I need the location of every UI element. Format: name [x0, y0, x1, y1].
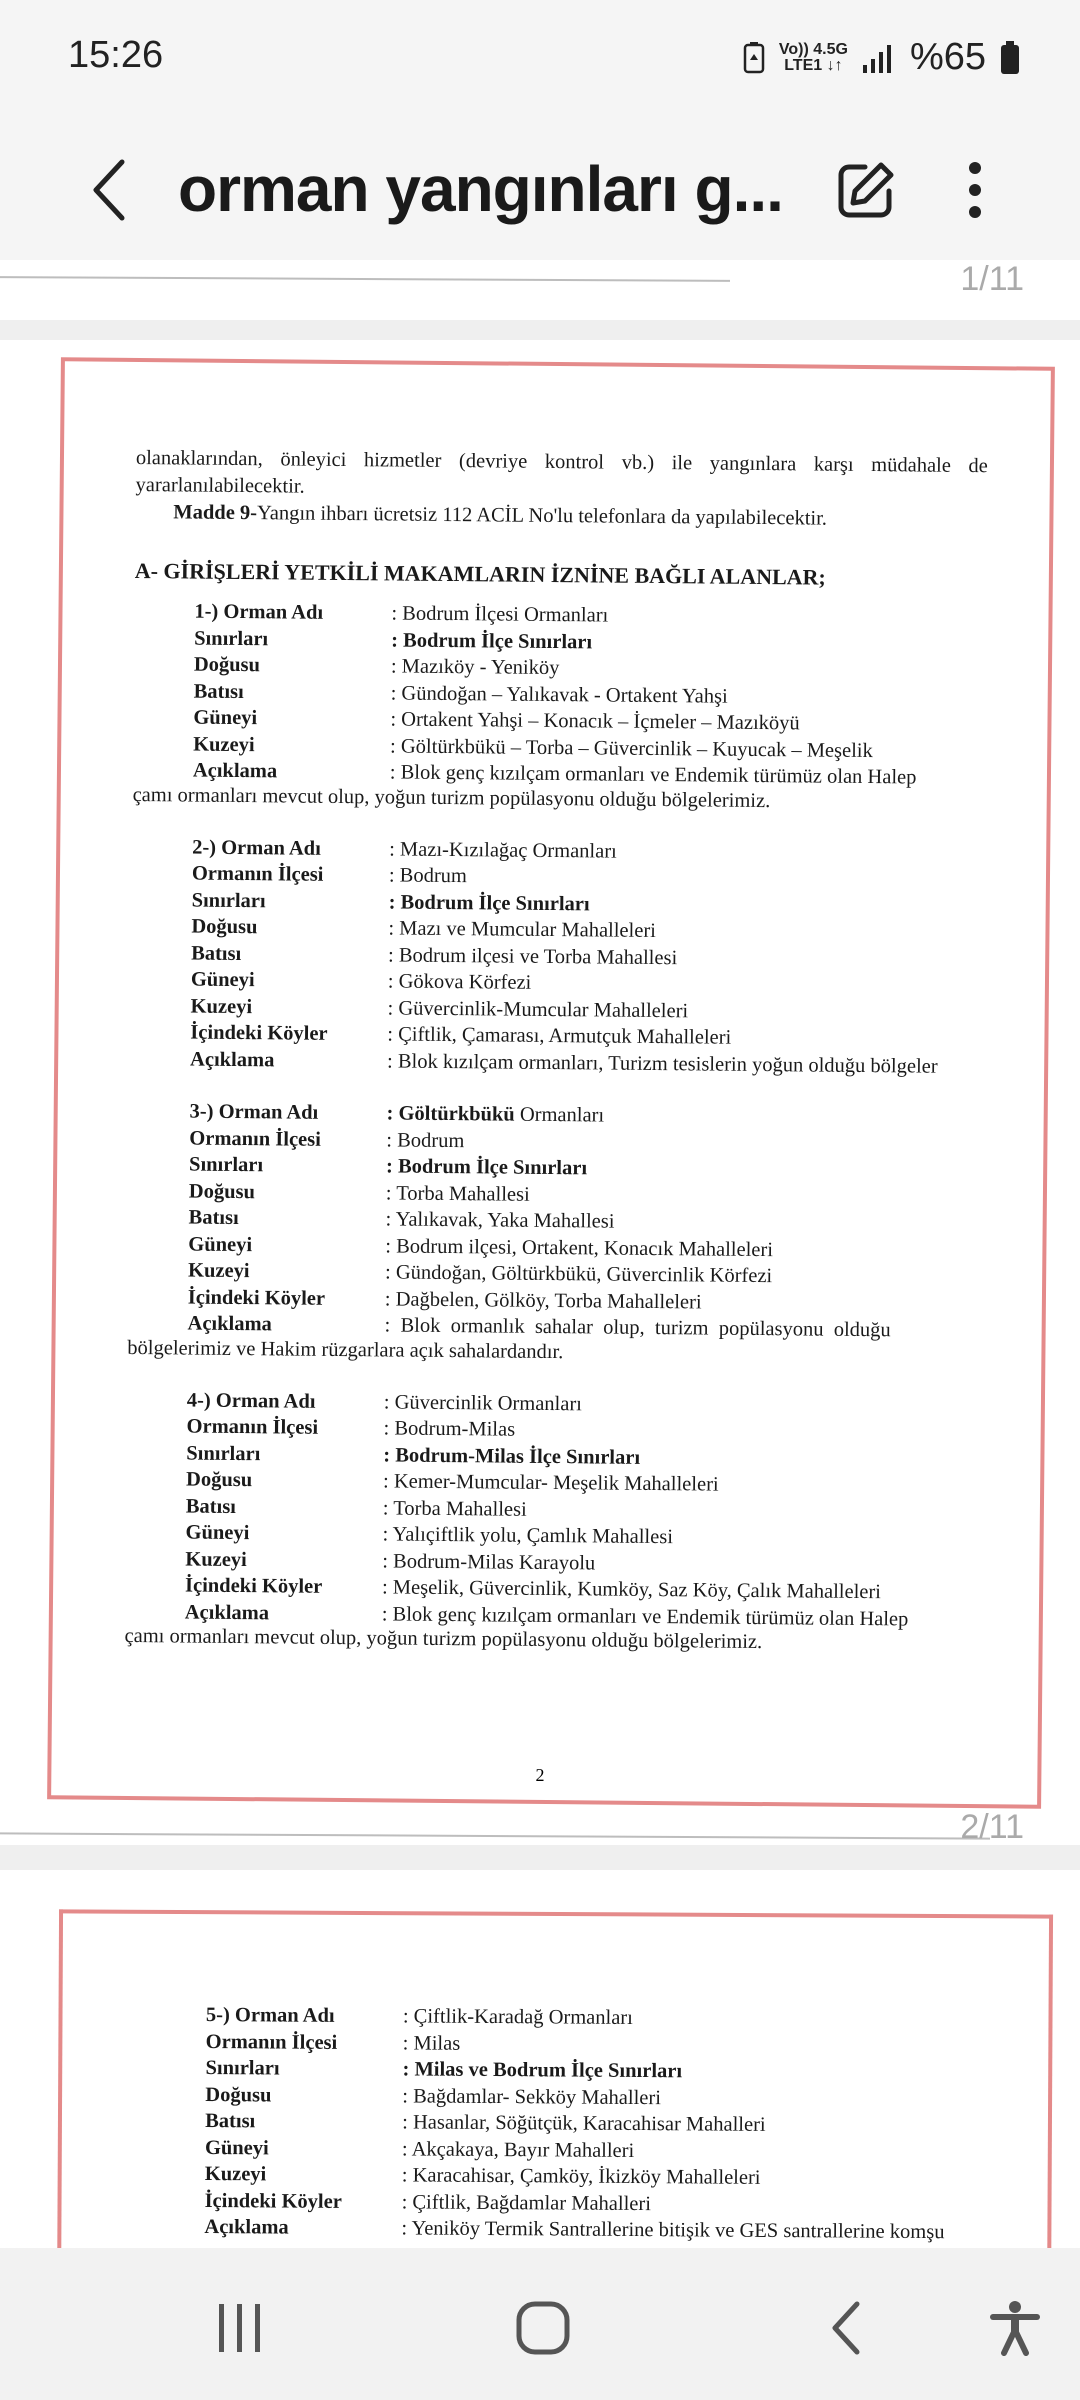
page-2-content	[124, 445, 988, 1683]
field-row: Batısı : Gündoğan – Yalıkavak - Ortakent Yahşi	[193, 680, 728, 708]
forest-block-3	[127, 1098, 981, 1369]
field-row: Doğusu : Bağdamlar- Sekköy Mahalleri	[205, 2083, 662, 2109]
field-row: Doğusu : Mazı ve Mumcular Mahalleleri	[191, 915, 657, 943]
field-row: Kuzeyi : Güvercinlik-Mumcular Mahalleleri	[190, 995, 689, 1022]
more-options-button[interactable]	[940, 150, 1010, 230]
network-indicator: Vo)) 4.5G LTE1 ↓↑	[778, 40, 848, 74]
field-row: 4-) Orman Adı : Güvercinlik Ormanları	[186, 1389, 583, 1415]
field-row: İçindeki Köyler : Çiftlik, Çamarası, Armutçuk Mahalleleri	[190, 1021, 732, 1049]
field-row: Sınırları : Bodrum İlçe Sınırları	[191, 889, 590, 915]
field-row: İçindeki Köyler : Çiftlik, Bağdamlar Mahalleri	[204, 2189, 652, 2215]
field-row: 5-) Orman Adı : Çiftlik-Karadağ Ormanları	[205, 2004, 633, 2029]
page-3-content	[204, 2002, 1006, 2272]
field-row: Açıklama : Blok genç kızılçam ormanları ve Endemik türümüz olan Halep	[184, 1601, 909, 1630]
field-row: Güneyi : Yalıçiftlik yolu, Çamlık Mahallesi	[185, 1521, 674, 1549]
description-continuation: çamı ormanları mevcut olup, yoğun turizm popülasyonu olduğu bölgelerimiz.	[124, 1624, 763, 1654]
battery-percentage: %65	[909, 36, 986, 78]
accessibility-button[interactable]	[975, 2288, 1055, 2368]
back-arrow-icon	[90, 158, 130, 222]
field-row: Sınırları : Bodrum İlçe Sınırları	[188, 1153, 588, 1180]
field-row: Kuzeyi : Gündoğan, Göltürkbükü, Güvercinlik Körfezi	[187, 1259, 773, 1288]
field-row: Kuzeyi : Göltürkbükü – Torba – Güvercinlik – Kuyucak – Meşelik	[193, 733, 873, 762]
field-row: Kuzeyi : Karacahisar, Çamköy, İkizköy Mahalleleri	[204, 2162, 761, 2189]
pdf-page-3	[0, 1870, 1080, 2248]
battery-saver-icon	[743, 42, 765, 74]
forest-block-2	[130, 833, 984, 1080]
app-bar	[0, 120, 1080, 260]
accessibility-icon	[990, 2300, 1040, 2356]
field-row: Güneyi : Ortakent Yahşi – Konacık – İçmeler – Mazıköyü	[193, 706, 800, 735]
page-2-edge-line	[0, 1832, 990, 1839]
navigation-bar	[0, 2248, 1080, 2400]
field-row: Ormanın İlçesi : Bodrum	[189, 1127, 465, 1152]
back-nav-icon	[829, 2300, 863, 2356]
battery-icon	[1000, 41, 1020, 75]
edit-icon	[835, 159, 897, 221]
page-1-bottom	[0, 260, 1080, 320]
field-row: Batısı : Torba Mahallesi	[185, 1495, 527, 1521]
recent-apps-button[interactable]	[200, 2288, 280, 2368]
field-row: Batısı : Bodrum ilçesi ve Torba Mahallesi	[191, 942, 678, 969]
madde-9: Madde 9-Yangın ihbarı ücretsiz 112 ACİL No'lu telefonlara da yapılabilecektir.	[173, 501, 828, 530]
field-row: Batısı : Hasanlar, Söğütçük, Karacahisar Mahalleri	[205, 2109, 766, 2136]
field-row: Güneyi : Akçakaya, Bayır Mahalleri	[204, 2136, 635, 2162]
status-time: 15:26	[68, 34, 164, 76]
field-row: İçindeki Köyler : Dağbelen, Gölköy, Torba Mahalleleri	[187, 1286, 702, 1313]
field-row: Sınırları : Bodrum-Milas İlçe Sınırları	[186, 1442, 641, 1469]
recent-apps-icon	[215, 2302, 265, 2354]
status-bar	[0, 0, 1080, 120]
back-nav-button[interactable]	[806, 2288, 886, 2368]
page-1-edge-line	[0, 276, 730, 282]
status-icons	[743, 36, 1020, 79]
field-row: Güneyi : Bodrum ilçesi, Ortakent, Konacık Mahalleleri	[188, 1233, 774, 1261]
page-indicator-2: 2/11	[960, 1808, 1024, 1846]
forest-block-1	[133, 598, 987, 816]
description-continuation: çamı ormanları mevcut olup, yoğun turizm popülasyonu olduğu bölgelerimiz.	[132, 783, 771, 812]
page-number: 2	[535, 1765, 545, 1785]
home-icon	[516, 2301, 570, 2355]
signal-icon	[862, 43, 896, 73]
field-row: Sınırları : Bodrum İlçe Sınırları	[194, 627, 593, 653]
field-row: 2-) Orman Adı : Mazı-Kızılağaç Ormanları	[192, 836, 617, 863]
intro-paragraph: olanaklarından, önleyici hizmetler (devriye kontrol vb.) ile yangınlara karşı müdahale de yararlanılabilecektir.	[135, 446, 988, 498]
forest-block-4	[124, 1386, 978, 1657]
forest-block-5	[204, 2002, 1006, 2246]
description-continuation: bölgelerimiz ve Hakim rüzgarlara açık sahalardandır.	[127, 1336, 564, 1363]
field-row: Açıklama : Blok genç kızılçam ormanları ve Endemik türümüz olan Halep	[192, 759, 917, 789]
field-row: Doğusu : Torba Mahallesi	[188, 1180, 530, 1206]
back-button[interactable]	[70, 150, 150, 230]
field-row: Ormanın İlçesi : Milas	[205, 2030, 461, 2055]
field-row: Açıklama : Yeniköy Termik Santrallerine bitişik ve GES santrallerine komşu	[204, 2215, 945, 2244]
field-row: Açıklama : Blok kızılçam ormanları, Turizm tesislerin yoğun olduğu bölgeler	[190, 1048, 938, 1078]
field-row: Açıklama : Blok ormanlık sahalar olup, turizm popülasyonu olduğu	[187, 1312, 891, 1342]
field-row: Ormanın İlçesi : Bodrum-Milas	[186, 1415, 516, 1441]
pdf-page-2	[0, 340, 1080, 1845]
field-row: Ormanın İlçesi : Bodrum	[191, 862, 468, 888]
field-row: Doğusu : Kemer-Mumcular- Meşelik Mahalleleri	[185, 1468, 719, 1496]
field-row: Batısı : Yalıkavak, Yaka Mahallesi	[188, 1206, 615, 1233]
page-indicator-1: 1/11	[960, 260, 1024, 298]
field-row: Sınırları : Milas ve Bodrum İlçe Sınırları	[205, 2056, 683, 2083]
field-row: Doğusu : Mazıköy - Yeniköy	[193, 653, 560, 680]
document-title: orman yangınları g...	[178, 153, 783, 225]
edit-button[interactable]	[826, 150, 906, 230]
field-row: 3-) Orman Adı : Göltürkbükü Ormanları	[189, 1100, 605, 1127]
more-vertical-icon	[968, 160, 982, 220]
field-row: 1-) Orman Adı : Bodrum İlçesi Ormanları	[194, 600, 609, 627]
field-row: İçindeki Köyler : Meşelik, Güvercinlik, Kumköy, Saz Köy, Çalık Mahalleleri	[184, 1574, 882, 1604]
field-row: Kuzeyi : Bodrum-Milas Karayolu	[185, 1548, 596, 1574]
home-button[interactable]	[503, 2288, 583, 2368]
field-row: Güneyi : Gökova Körfezi	[190, 968, 532, 994]
section-heading: A- GİRİŞLERİ YETKİLİ MAKAMLARIN İZNİNE BAĞLI ALANLAR;	[134, 557, 826, 590]
